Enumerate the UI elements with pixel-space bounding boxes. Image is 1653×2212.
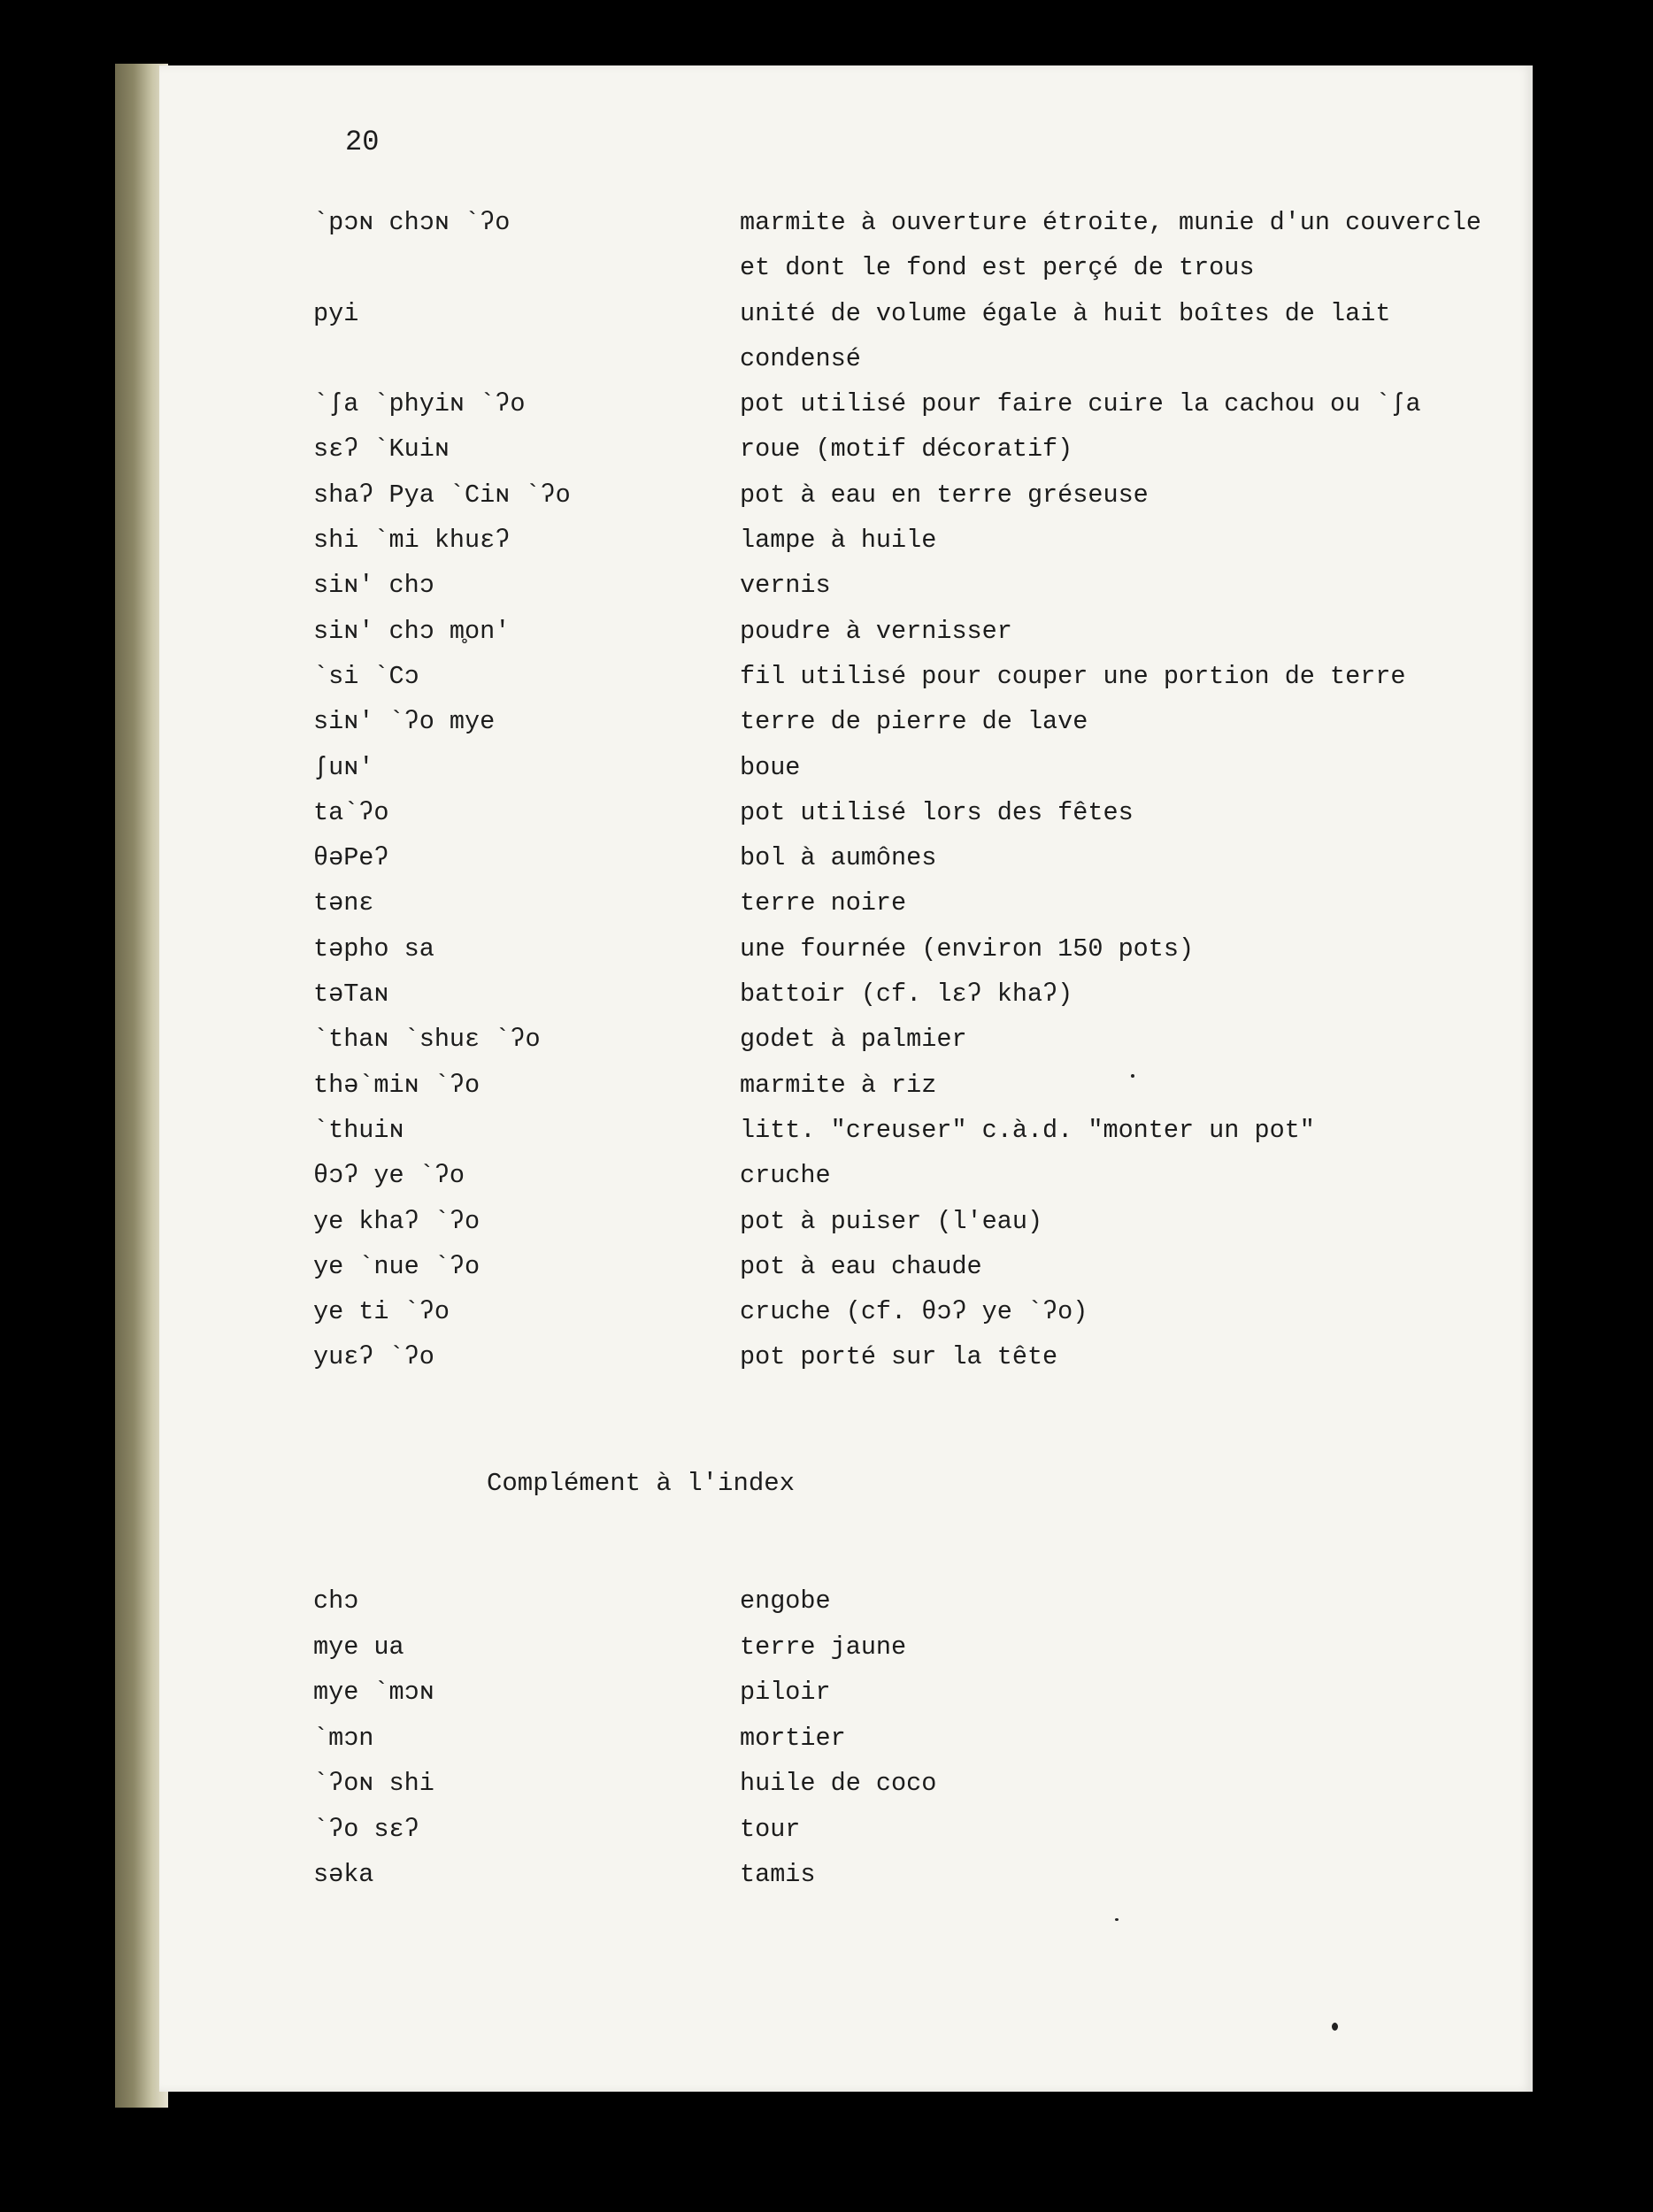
index-entry [313,1199,1508,1244]
index-entry [313,1153,1508,1198]
entry-gloss: battoir (cf. lɛʔ khaʔ) [740,979,1073,1010]
entry-term: mye ua [313,1632,404,1662]
entry-term: siɴ′ chɔ [313,571,434,601]
entry-gloss: terre de pierre de lave [740,707,1088,737]
entry-term: shaʔ Pya `Ciɴ `ʔo [313,480,571,510]
index-entry [313,291,1508,382]
entry-gloss: vernis [740,571,831,601]
entry-gloss: engobe [740,1586,831,1616]
entry-gloss: cruche [740,1161,831,1191]
complement-entry [313,1716,1508,1762]
entry-gloss: mortier [740,1723,846,1753]
entry-term: siɴ′ `ʔo mye [313,707,496,737]
book-page [159,65,1533,2092]
complement-entries [313,1578,1508,1898]
entry-gloss: huile de coco [740,1769,937,1798]
entry-gloss: poudre à vernisser [740,616,1012,646]
index-entry [313,880,1508,926]
index-entry [313,1244,1508,1289]
entry-gloss: lampe à huile [740,526,937,556]
entry-term: səka [313,1860,374,1889]
index-entry [313,699,1508,744]
entry-gloss: godet à palmier [740,1025,967,1055]
ink-speck [1115,1918,1119,1921]
index-entry [313,654,1508,699]
entry-term: `mɔn [313,1723,374,1753]
index-entry [313,381,1508,426]
entry-term: chɔ [313,1586,359,1616]
entry-term: θəPeʔ [313,843,389,873]
entry-gloss: piloir [740,1678,831,1707]
index-entries [313,200,1508,1380]
complement-entry [313,1624,1508,1671]
entry-gloss: pot utilisé pour faire cuire la cachou ou `ʃa [740,389,1421,419]
entry-gloss: pot à puiser (l'eau) [740,1206,1043,1236]
entry-gloss: cruche (cf. θɔʔ ye `ʔo) [740,1297,1088,1327]
index-entry [313,972,1508,1017]
entry-gloss: pot porté sur la tête [740,1342,1058,1372]
complement-entry [313,1852,1508,1898]
entry-term: `thaɴ `shuɛ `ʔo [313,1025,541,1055]
entry-gloss: pot à eau chaude [740,1251,982,1281]
entry-gloss: roue (motif décoratif) [740,434,1073,465]
entry-gloss: pot à eau en terre gréseuse [740,480,1149,510]
index-entry [313,200,1508,291]
ink-speck [1332,2023,1338,2031]
entry-gloss: marmite à ouverture étroite, munie d'un couvercle et dont le fond est perçé de trous [740,208,1482,283]
index-entry [313,1289,1508,1334]
entry-gloss: tamis [740,1860,816,1889]
entry-gloss: bol à aumônes [740,843,937,873]
entry-term: `thuiɴ [313,1115,404,1145]
entry-gloss: unité de volume égale à huit boîtes de lait condensé [740,298,1391,373]
ink-speck [1131,1074,1134,1078]
index-entry [313,1017,1508,1062]
entry-term: θɔʔ ye `ʔo [313,1161,465,1191]
index-entry [313,790,1508,835]
entry-term: `si `Cɔ [313,661,419,691]
entry-gloss: tour [740,1814,801,1844]
entry-term: thə`miɴ `ʔo [313,1070,481,1100]
index-entry [313,1108,1508,1153]
entry-gloss: une fournée (environ 150 pots) [740,933,1195,964]
index-entry [313,745,1508,790]
entry-term: `pɔɴ chɔɴ `ʔo [313,208,511,237]
entry-gloss: marmite à riz [740,1070,937,1100]
index-entry [313,835,1508,880]
index-entry [313,426,1508,472]
entry-term: `ʔo sɛʔ [313,1814,419,1844]
entry-term: təpho sa [313,933,434,964]
entry-term: `ʔoɴ shi [313,1769,434,1798]
complement-heading: Complément à l'index [487,1469,796,1498]
entry-term: sɛʔ `Kuiɴ [313,434,450,465]
entry-term: ta`ʔo [313,797,389,827]
entry-term: pyi [313,298,359,328]
index-entry [313,1063,1508,1108]
index-entry [313,1334,1508,1379]
entry-gloss: fil utilisé pour couper une portion de terre [740,661,1406,691]
entry-term: ye ti `ʔo [313,1297,450,1327]
index-entry [313,472,1508,518]
index-entry [313,926,1508,972]
entry-term: təTaɴ [313,979,389,1010]
entry-term: tənɛ [313,888,374,918]
entry-term: ʃuɴ′ [313,752,374,782]
index-entry [313,609,1508,654]
entry-gloss: boue [740,752,801,782]
entry-term: shi `mi khuɛʔ [313,526,511,556]
entry-term: mye `mɔɴ [313,1678,434,1707]
complement-entry [313,1670,1508,1716]
entry-term: ye khaʔ `ʔo [313,1206,481,1236]
entry-gloss: pot utilisé lors des fêtes [740,797,1134,827]
entry-term: `ʃa `phyiɴ `ʔo [313,389,526,419]
complement-entry [313,1807,1508,1853]
page-number: 20 [345,126,380,158]
entry-term: ye `nue `ʔo [313,1251,481,1281]
entry-term: yuɛʔ `ʔo [313,1342,434,1372]
entry-gloss: terre jaune [740,1632,907,1662]
entry-term: siɴ′ chɔ m̥on′ [313,616,511,646]
complement-entry [313,1761,1508,1807]
entry-gloss: terre noire [740,888,907,918]
index-entry [313,518,1508,563]
entry-gloss: litt. "creuser" c.à.d. "monter un pot" [740,1115,1315,1145]
index-entry [313,563,1508,608]
complement-entry [313,1578,1508,1624]
